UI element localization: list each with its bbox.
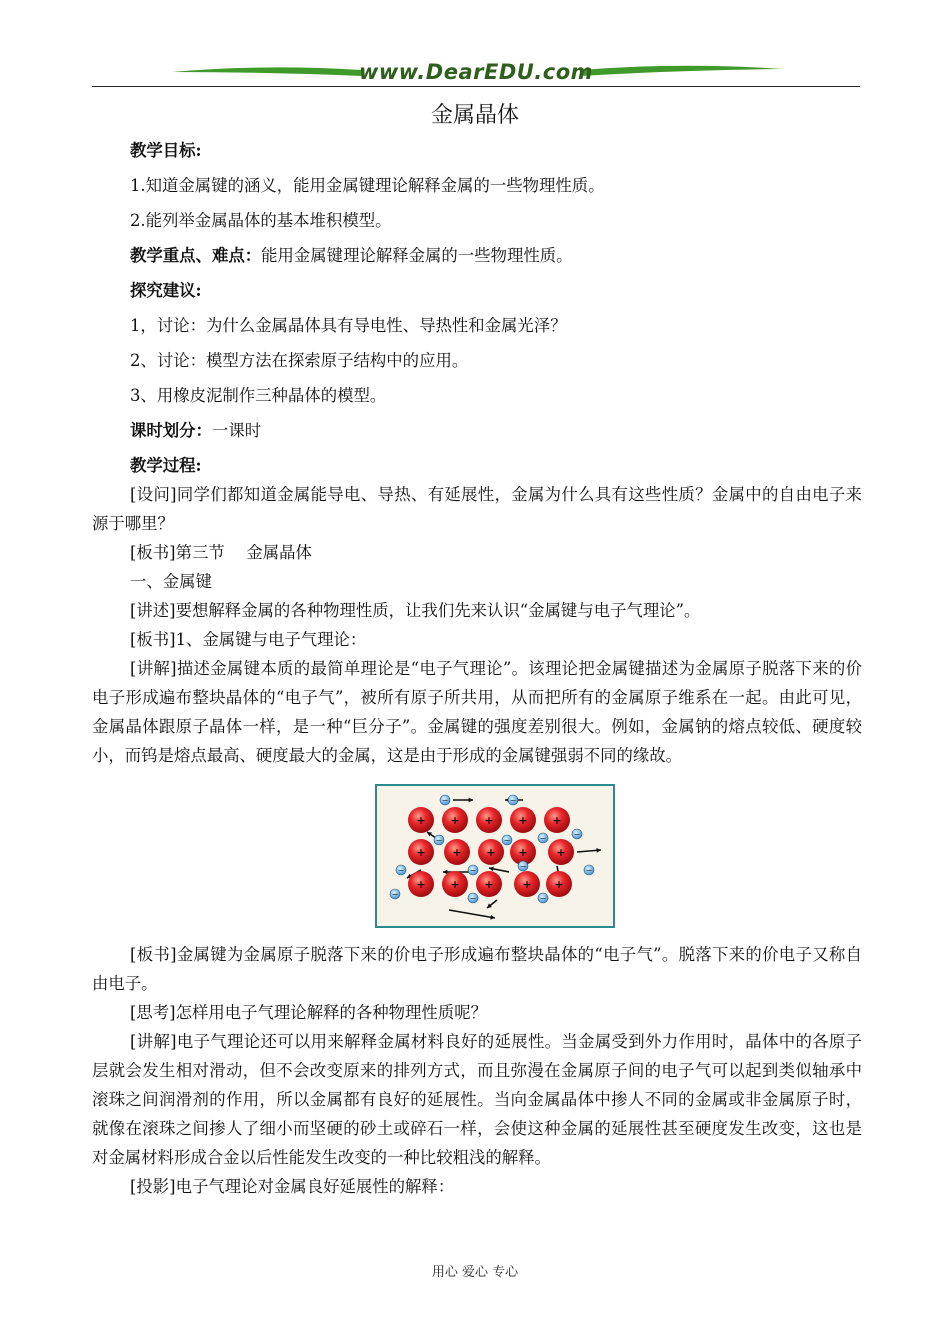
cation-charge: + bbox=[450, 814, 460, 827]
electron-charge: − bbox=[539, 894, 547, 903]
keypoints-label: 教学重点、难点： bbox=[130, 246, 262, 265]
cation-charge: + bbox=[486, 846, 496, 859]
hours-text: 一课时 bbox=[211, 421, 262, 440]
process-paragraph: [投影]电子气理论对金属良好延展性的解释： bbox=[130, 1177, 455, 1196]
electron-charge: − bbox=[441, 796, 449, 805]
process-paragraph: [板书]第三节 金属晶体 bbox=[130, 543, 312, 562]
cation-charge: + bbox=[416, 878, 426, 891]
site-banner bbox=[92, 58, 860, 88]
cation-charge: + bbox=[518, 814, 528, 827]
hours-label: 课时划分： bbox=[130, 421, 212, 440]
cation-charge: + bbox=[416, 846, 426, 859]
arrow-head bbox=[469, 798, 473, 803]
process-paragraph: [讲解]电子气理论还可以用来解释金属材料良好的延展性。当金属受到外力作用时，晶体中的各原子层就会发生相对滑动，但不会改变原来的排列方式，而且弥漫在金属原子间的电子气可以起到类似轴承中滚珠之间润滑剂的作用，所以金属都有良好的延展性。当向金属晶体中掺人不同的金属或非金属原子时，就像在滚珠之间掺人了细小而坚硬的砂土或碎石一样，会使这种金属的延展性甚至硬度发生改变，这也是对金属材料形成合金以后性能发生改变的一种比较粗浅的解释。 bbox=[92, 1032, 862, 1167]
banner-text[interactable]: www.DearEDU.com bbox=[358, 60, 594, 84]
electron-charge: − bbox=[469, 866, 477, 875]
process-paragraph: [讲述]要想解释金属的各种物理性质，让我们先来认识“金属键与电子气理论”。 bbox=[130, 601, 701, 620]
header-divider bbox=[92, 86, 860, 87]
objective-item: 1.知道金属键的涵义，能用金属键理论解释金属的一些物理性质。 bbox=[130, 176, 605, 195]
electron-charge: − bbox=[397, 866, 405, 875]
cation-charge: + bbox=[484, 814, 494, 827]
cation-charge: + bbox=[450, 878, 460, 891]
document-body bbox=[92, 136, 862, 1201]
electron-charge: − bbox=[503, 836, 511, 845]
page-footer: 用心 爱心 专心 bbox=[431, 1265, 519, 1280]
electron-charge: − bbox=[469, 894, 477, 903]
keypoints-text: 能用金属键理论解释金属的一些物理性质。 bbox=[261, 246, 573, 265]
cation-charge: + bbox=[554, 878, 564, 891]
process-paragraph: [设问]同学们都知道金属能导电、导热、有延展性，金属为什么具有这些性质？金属中的自由电子来源于哪里？ bbox=[92, 485, 862, 533]
electron-charge: − bbox=[519, 862, 527, 871]
cation-charge: + bbox=[552, 814, 562, 827]
objectives-heading: 教学目标: bbox=[130, 141, 202, 160]
electron-gas-diagram bbox=[377, 786, 613, 926]
electron-charge: − bbox=[585, 866, 593, 875]
cation-charge: + bbox=[522, 878, 532, 891]
process-paragraph: [讲解]描述金属键本质的最简单理论是“电子气理论”。该理论把金属键描述为金属原子脱落下来的价电子形成遍布整块晶体的“电子气”，被所有原子所共用，从而把所有的金属原子维系在一起。由此可见，金属晶体跟原子晶体一样，是一种“巨分子”。金属键的强度差别很大。例如，金属钠的熔点较低、硬度较小，而钨是熔点最高、硬度最大的金属，这是由于形成的金属键强弱不同的缘故。 bbox=[92, 659, 862, 765]
page-title: 金属晶体 bbox=[430, 103, 519, 128]
inquiry-item: 3、用橡皮泥制作三种晶体的模型。 bbox=[130, 386, 387, 405]
process-paragraph: [板书]1、金属键与电子气理论： bbox=[130, 630, 367, 649]
arrow-head bbox=[596, 848, 601, 853]
inquiry-item: 2、讨论：模型方法在探索原子结构中的应用。 bbox=[130, 351, 469, 370]
hours bbox=[130, 416, 862, 445]
inquiry-heading: 探究建议: bbox=[130, 281, 202, 300]
process-heading: 教学过程: bbox=[130, 456, 202, 475]
process-paragraph: [思考]怎样用电子气理论解释的各种物理性质呢？ bbox=[130, 1003, 487, 1022]
electron-charge: − bbox=[539, 834, 547, 843]
cation-charge: + bbox=[484, 878, 494, 891]
electron-charge: − bbox=[509, 796, 517, 805]
cation-charge: + bbox=[518, 846, 528, 859]
process-paragraph: [板书]金属键为金属原子脱落下来的价电子形成遍布整块晶体的“电子气”。脱落下来的价电子又称自由电子。 bbox=[92, 945, 862, 993]
keypoints bbox=[130, 241, 862, 270]
arrow-head bbox=[443, 870, 447, 875]
motion-arrow bbox=[449, 910, 495, 918]
electron-charge: − bbox=[573, 830, 581, 839]
electron-charge: − bbox=[391, 890, 399, 899]
cation-charge: + bbox=[556, 846, 566, 859]
electron-gas-figure bbox=[375, 784, 615, 928]
process-paragraph: 一、金属键 bbox=[130, 572, 212, 591]
objective-item: 2.能列举金属晶体的基本堆积模型。 bbox=[130, 211, 392, 230]
electron-charge: − bbox=[435, 836, 443, 845]
cation-charge: + bbox=[416, 814, 426, 827]
cation-charge: + bbox=[452, 846, 462, 859]
inquiry-item: 1，讨论：为什么金属晶体具有导电性、导热性和金属光泽？ bbox=[130, 316, 567, 335]
